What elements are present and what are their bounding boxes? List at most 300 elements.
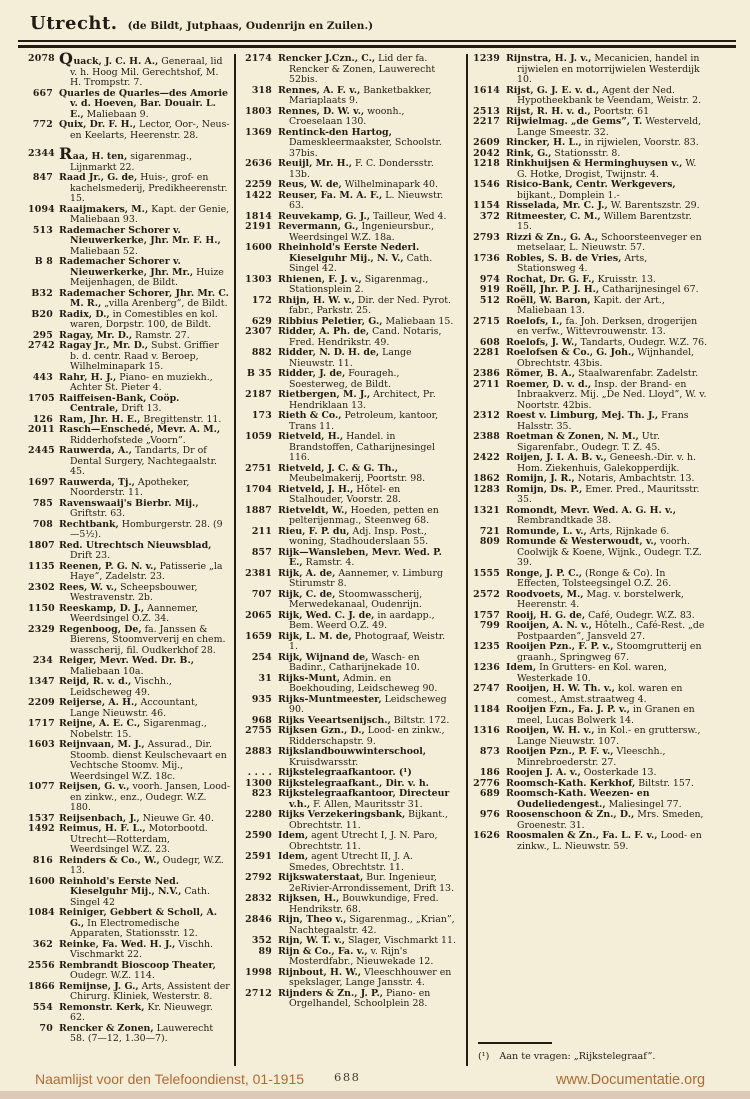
phone-number: 2556 — [28, 959, 55, 971]
phone-number: B32 — [31, 287, 53, 299]
entry-text: Rijnders & Zn., J. P., Piano- en Orgelhandel, Schoolplein 28. — [278, 987, 431, 1009]
phone-number: 1614 — [473, 84, 500, 96]
phone-number: 1236 — [473, 662, 500, 673]
phone-number: 1077 — [28, 781, 55, 792]
phone-number: 2388 — [473, 431, 500, 442]
directory-columns — [28, 49, 728, 1066]
phone-number: 2712 — [245, 987, 272, 999]
directory-entry — [470, 705, 708, 726]
subscriber-name: Rembrandt Bioscoop Theater, — [59, 959, 216, 971]
directory-entry — [470, 296, 708, 317]
phone-number: 1059 — [245, 431, 272, 442]
subscriber-name: Red. Utrechtsch Nieuwsblad, — [59, 539, 212, 551]
subscriber-name: Romondt, Mevr. Wed. A. G. H. v., — [506, 504, 677, 516]
entry-text: Roojen J. A. v., Oosterkade 13. — [506, 767, 657, 778]
entry-text: Rincker, H. L., in rijwielen, Voorstr. 83. — [506, 137, 699, 148]
entry-text: Rijnstra, H. J. v., Mecanicien, handel in rijwielen en motorrijwielen Westerdijk 10. — [506, 53, 700, 85]
section-initial: R — [59, 144, 73, 163]
footnote-text — [478, 1051, 728, 1062]
directory-entry — [28, 656, 230, 677]
subscriber-name: Rauwerda, A., — [59, 445, 132, 456]
phone-number: 935 — [251, 693, 272, 705]
subscriber-name: Rentinck-den Hartog, — [278, 126, 392, 138]
phone-number: 1603 — [28, 739, 55, 750]
entry-text: Rijst, R. H. v. d., Poortstr. 61 — [506, 105, 650, 117]
entry-text: Ravenswaaij's Bierbr. Mij., Griftstr. 63. — [59, 497, 199, 519]
entry-text: Idem, In Grutters- en Kol. waren, Westerkade 10. — [506, 662, 667, 684]
entry-text: Idem, agent Utrecht II, J. A. Smedes, Obrechtstr. 11. — [278, 851, 413, 873]
directory-entry — [470, 180, 708, 201]
subscriber-name: Rooijen Pzn., F. P. v., — [506, 641, 614, 652]
phone-number: 2591 — [245, 851, 272, 862]
subscriber-name: Quack, J. C. H. A., — [59, 49, 159, 68]
footnote-body: Aan te vragen: „Rijkstelegraaf”. — [499, 1051, 656, 1062]
directory-entry — [28, 520, 230, 541]
subscriber-name: Reenen, P. G. N. v., — [59, 560, 157, 572]
phone-number: 513 — [32, 224, 53, 236]
entry-text: Rijk, Wijnand de, Wasch- en Badinr., Catharijnekade 10. — [278, 651, 420, 673]
entry-text: Roodvoets, M., Mag. v. borstelwerk, Heerenstr. 4. — [506, 588, 684, 610]
entry-text: Idem, agent Utrecht I, J. N. Paro, Obrechtstr. 11. — [278, 830, 438, 852]
directory-entry — [28, 226, 230, 258]
phone-number: 2742 — [28, 340, 55, 351]
phone-number: 1422 — [245, 189, 272, 201]
directory-entry — [470, 747, 708, 768]
phone-number: 629 — [251, 315, 272, 327]
directory-entry — [470, 432, 708, 453]
directory-entry — [242, 243, 456, 275]
directory-entry — [28, 394, 230, 415]
phone-number: 2011 — [28, 424, 55, 435]
entry-text: Risselada, Mr. C. J., W. Barentszstr. 29. — [506, 200, 700, 211]
entry-text: Raiffeisen-Bank, Coöp. Centrale, Drift 13. — [59, 392, 180, 414]
entry-text: Rijk, C. de, Stoomwasscherij, Merwedekanaal, Oudenrijn. — [278, 588, 423, 610]
directory-entry — [470, 159, 708, 180]
phone-number: 2312 — [473, 410, 500, 421]
entry-text: Rennes, D. W. v., woonh., Croeselaan 130. — [278, 105, 405, 127]
entry-text: Ram, Jhr. H. E., Bregittenstr. 11. — [59, 413, 222, 425]
entry-text: Rooijen Pzn., P. F. v., Vleeschh., Minrebroederstr. 27. — [506, 746, 666, 768]
directory-entry — [242, 852, 456, 873]
subscriber-name: Rijk, C. de, — [278, 588, 336, 600]
entry-text: Reinke, Fa. Wed. H. J., Vischh. Vischmarkt 22. — [59, 938, 213, 960]
subscriber-name: Reeskamp, D. J., — [59, 602, 145, 614]
subscriber-name: Ragay Jr., Mr. D., — [59, 340, 149, 351]
directory-entry — [242, 296, 456, 317]
phone-number: 2445 — [28, 445, 55, 456]
subscriber-name: Reuijl, Mr. H., — [278, 158, 352, 169]
entry-text: Rooijen Pzn., F. P. v., Stoomgrutterij en graanh., Springweg 67. — [506, 641, 702, 663]
directory-entry — [470, 642, 708, 663]
entry-text: Rijwielmag. „de Gems”, T. Westerveld, Lange Smeestr. 32. — [506, 116, 702, 138]
entry-text: Rijk, L. M. de, Photograaf, Weistr. 1. — [278, 630, 446, 652]
entry-text: Rijst, G. J. E. v. d., Agent der Ned. Hypotheekbank te Veendam, Weistr. 2. — [506, 84, 702, 106]
directory-entry — [28, 604, 230, 625]
entry-text: Rijnbout, H. W., Vleeschhouwer en spekslager, Lange Jansstr. 4. — [278, 966, 452, 988]
entry-text: Rijk—Wansleben, Mevr. Wed. P. E., Ramstr. 4. — [278, 546, 442, 568]
subscriber-name: Rijk, L. M. de, — [278, 630, 352, 642]
subscriber-name: Quarles de Quarles—des Amorie v. d. Hoeven, Bar. Douair. L. E., — [59, 87, 228, 120]
phone-number: 976 — [479, 809, 500, 820]
phone-number: 2174 — [245, 53, 272, 64]
subscriber-name: Rencker J.Czn., C., — [278, 53, 376, 64]
phone-number: 1814 — [245, 210, 272, 222]
subscriber-name: Roijen, J. I. A. B. v., — [506, 452, 607, 463]
subscriber-name: Robles, S. B. de Vries, — [506, 252, 622, 264]
directory-entry — [28, 782, 230, 814]
subscriber-name: Rietveldt, W., — [278, 504, 348, 516]
section-initial: Q — [59, 49, 74, 68]
subscriber-name: Ritmeester, C. M., — [506, 210, 601, 222]
directory-entry — [470, 380, 708, 412]
entry-text: Reimus, H. F. L., Motorbootd. Utrecht—Rotterdam, Weerdsingel W.Z. 23. — [59, 823, 208, 855]
subscriber-name: Reiger, Mevr. Wed. Dr. B., — [59, 655, 195, 666]
subscriber-name: Reijne, A. E. C., — [59, 718, 141, 729]
subscriber-name: Roomsch-Kath. Kerkhof, — [506, 777, 636, 789]
entry-text: Rietveld, J. C. & G. Th., Meubelmakerij, Poortstr. 98. — [278, 462, 426, 484]
subscriber-name: Ribbius Peletier, G., — [278, 315, 383, 327]
phone-number: 1184 — [473, 704, 500, 715]
subscriber-name: Rennes, D. W. v., — [278, 105, 365, 117]
entry-text: Reiniger, Gebbert & Scholl, A. G., In Electromedische Apparaten, Stationsstr. 12. — [59, 907, 218, 939]
phone-number: 2572 — [473, 588, 500, 600]
phone-number: 2883 — [245, 746, 272, 757]
subscriber-name: Rinkhuijsen & Herminghuysen v., — [506, 158, 683, 169]
phone-number: 1546 — [473, 179, 500, 190]
entry-text: Rijks Veeartsenijsch., Biltstr. 172. — [278, 714, 450, 726]
entry-text: Rademacher Schorer v. Nieuwerkerke, Jhr. Mr. F. H., Maliebaan 52. — [59, 224, 221, 257]
subscriber-name: Rietbergen, M. J., — [278, 389, 371, 400]
directory-entry — [470, 506, 708, 527]
entry-text: Remonstr. Kerk, Kr. Nieuwegr. 62. — [59, 1001, 213, 1023]
subscriber-name: Roëll, W. Baron, — [506, 294, 591, 306]
subscriber-name: Rietveld, J. C. & G. Th., — [278, 462, 399, 474]
entry-text: Rijkstelegraafkantoor, Directeur v.h., F. Allen, Mauritsstr 31. — [278, 788, 450, 810]
phone-number: 1300 — [245, 777, 272, 789]
entry-text: Rieth & Co., Petroleum, kantoor, Trans 11. — [278, 410, 439, 432]
phone-number: 1704 — [245, 483, 272, 495]
entry-text: Reuser, Fa. M. A. F., L. Nieuwstr. 63. — [278, 189, 444, 211]
subscriber-name: Rijk—Wansleben, Mevr. Wed. P. E., — [278, 546, 442, 568]
directory-entry — [242, 222, 456, 243]
directory-entry — [28, 982, 230, 1003]
phone-number: 1736 — [473, 252, 500, 264]
directory-entry — [242, 275, 456, 296]
entry-text: Reijd, R. v. d., Vischh., Leidscheweg 49. — [59, 676, 172, 698]
phone-number: 2792 — [245, 872, 272, 883]
footer-source-label: Naamlijst voor den Telefoondienst, 01-1915 — [35, 1071, 305, 1087]
entry-text: Rhienen, F. J. v., Sigarenmag., Stationsplein 2. — [278, 273, 429, 295]
subscriber-name: Remonstr. Kerk, — [59, 1001, 145, 1013]
directory-entry — [28, 173, 230, 205]
phone-number: 816 — [32, 854, 53, 866]
phone-number: 554 — [32, 1001, 53, 1013]
entry-text: Rembrandt Bioscoop Theater, Oudegr. W.Z. 114. — [59, 959, 216, 981]
subscriber-name: Reijerse, A. H., — [59, 697, 138, 708]
entry-text: Risico-Bank, Centr. Werkgevers, bijkant., Domplein 1.- — [506, 179, 676, 201]
entry-text: Rentinck-den Hartog, Dameskleermaakster, Schoolstr. 37bis. — [278, 126, 442, 159]
phone-number: 172 — [251, 294, 272, 306]
directory-entry — [242, 831, 456, 852]
phone-number: 1555 — [473, 567, 500, 579]
subscriber-name: Rooijen, W. H. v., — [506, 725, 595, 736]
entry-text: Rink, G., Stationsstr. 8. — [506, 147, 621, 159]
entry-text: Rijks-Munt, Admin. en Boekhouding, Leidscheweg 90. — [278, 672, 438, 694]
subscriber-name: Rahr, H. J., — [59, 371, 117, 383]
directory-entry — [470, 485, 708, 506]
entry-text: Rijksen Gzn., D., Lood- en zinkw., Ridderschapstr. 9. — [278, 725, 445, 747]
entry-text: Rinkhuijsen & Herminghuysen v., W. G. Hotke, Drogist, Twijnstr. 4. — [506, 158, 697, 180]
phone-number: 318 — [251, 84, 272, 96]
subscriber-name: Rheinhold's Eerste Nederl. Kieselguhr Mij., N. V., — [278, 242, 420, 264]
directory-entry — [470, 569, 708, 590]
phone-number: 1887 — [245, 504, 272, 516]
directory-entry — [28, 541, 230, 562]
subscriber-name: Rieu, F. P. du, — [278, 525, 350, 537]
entry-text: Ribbius Peletier, G., Maliebaan 15. — [278, 315, 454, 327]
entry-text: Reinhold's Eerste Ned. Kieselguhr Mij., N.V., Cath. Singel 42 — [59, 875, 210, 908]
phone-number: 186 — [479, 767, 500, 778]
directory-entry — [242, 947, 456, 968]
subscriber-name: Rooij, H. G. de, — [506, 609, 586, 621]
directory-entry — [28, 446, 230, 478]
entry-text: Rencker & Zonen, Lauwerecht 58. (7—12, 1.30—7). — [59, 1022, 214, 1044]
phone-number: 1659 — [245, 630, 272, 642]
phone-number: 89 — [258, 945, 272, 957]
directory-entry — [28, 877, 230, 909]
entry-text: Rademacher Schorer, Jhr. Mr. C. M. R., „villa Arenberg”, de Bildt. — [59, 287, 229, 309]
phone-number: 1626 — [473, 830, 500, 841]
phone-number: 2776 — [473, 777, 500, 789]
entry-text: Ridder, J. de, Fourageh., Soesterweg, de Bildt. — [278, 368, 400, 390]
directory-entry — [470, 348, 708, 369]
subscriber-name: Rietveld, J. H., — [278, 483, 354, 495]
subscriber-name: Roojen J. A. v., — [506, 767, 581, 778]
subscriber-name: Rijn, Theo v., — [278, 914, 347, 925]
phone-number: 919 — [479, 284, 500, 295]
directory-entry — [470, 254, 708, 275]
phone-number: 1866 — [28, 980, 55, 992]
subscriber-name: Rijks Veeartsenijsch., — [278, 714, 391, 726]
entry-text: Roomsch-Kath. Kerkhof, Biltstr. 157. — [506, 777, 694, 789]
phone-number: 873 — [479, 746, 500, 757]
directory-entry — [28, 373, 230, 394]
entry-text: Rietveld, H., Handel. in Brandstoffen, Catharijnesingel 116. — [278, 431, 435, 463]
subscriber-name: Reijsen, G. v., — [59, 781, 130, 792]
phone-number: 1084 — [28, 907, 55, 918]
entry-text: Reuvekamp, G. J., Tailleur, Wed 4. — [278, 210, 447, 222]
phone-number: 1600 — [28, 875, 55, 887]
entry-text: Ridder, A. Ph. de, Cand. Notaris, Fred. Hendrikstr. 49. — [278, 326, 442, 348]
phone-number: 2302 — [28, 581, 55, 593]
phone-number: 1998 — [245, 966, 272, 978]
directory-entry — [28, 144, 230, 173]
footer-watermark: www.Documentatie.org — [556, 1072, 706, 1088]
phone-number: 2755 — [245, 725, 272, 736]
subscriber-name: Idem, — [278, 830, 309, 841]
entry-text: Rijks-Muntmeester, Leidscheweg 90. — [278, 693, 447, 715]
directory-entry — [28, 625, 230, 657]
directory-entry — [242, 894, 456, 915]
entry-text: Romunde & Westerwoudt, v., voorh. Coolwijk & Koene, Wijnk., Oudegr. T.Z. 39. — [506, 536, 702, 568]
subscriber-name: Rieth & Co., — [278, 410, 342, 421]
entry-text: Rhijn, H. W. v., Dir. der Ned. Pyrot. fabr., Parkstr. 25. — [278, 294, 452, 316]
subscriber-name: Roosenschoon & Zn., D., — [506, 809, 635, 820]
entry-text: Rasch—Enschedé, Mevr. A. M., Ridderhofstede „Voorn”. — [59, 424, 221, 446]
directory-entry — [242, 747, 456, 768]
entry-text: Ragay, Mr. D., Ramstr. 27. — [59, 329, 190, 341]
directory-entry — [242, 695, 456, 716]
entry-text: Rizzi & Zn., G. A., Schoorsteenveger en metselaar, L. Nieuwstr. 57. — [506, 231, 702, 253]
entry-text: Ragay Jr., Mr. D., Subst. Griffier b. d. centr. Raad v. Beroep, Wilhelminapark 15. — [59, 340, 219, 372]
subscriber-name: Rijkstelegraafkantoor, Directeur v.h., — [278, 788, 450, 810]
entry-text: Reiger, Mevr. Wed. Dr. B., Maliebaan 10a. — [59, 655, 195, 677]
directory-entry — [470, 684, 708, 705]
subscriber-name: Rooijen, A. N. v., — [506, 620, 592, 631]
directory-entry — [242, 873, 456, 894]
phone-number: 1803 — [245, 105, 272, 117]
directory-entry — [242, 653, 456, 674]
directory-entry — [242, 527, 456, 548]
phone-number: 2422 — [473, 452, 500, 463]
phone-number: 2042 — [473, 147, 500, 159]
phone-number: 1492 — [28, 823, 55, 834]
directory-entry — [242, 915, 456, 936]
phone-number: 689 — [479, 788, 500, 799]
phone-number: 1347 — [28, 676, 55, 687]
entry-text: Roest v. Limburg, Mej. Th. J., Frans Halsstr. 35. — [506, 410, 689, 432]
subscriber-name: Reinke, Fa. Wed. H. J., — [59, 938, 176, 950]
phone-number: 2609 — [473, 137, 500, 148]
subscriber-name: Quix, Dr. F. H., — [59, 119, 137, 130]
phone-number: . . . . — [247, 767, 272, 778]
directory-entry — [28, 425, 230, 446]
subscriber-name: Rijks-Munt, — [278, 672, 341, 684]
entry-text: Raad Jr., G. de, Huis-, grof- en kachelsmederij, Predikheerenstr. 15. — [59, 172, 228, 204]
entry-text: Rechtbank, Homburgerstr. 28. (9—5½). — [59, 518, 223, 540]
phone-number: B20 — [31, 308, 53, 320]
entry-text: Roomsch-Kath. Weezen- en Oudeliedengest., Maliesingel 77. — [506, 788, 682, 810]
entry-text: Reijne, A. E. C., Sigarenmag., Nobelstr. 15. — [59, 718, 207, 740]
subscriber-name: Rauwerda, Tj., — [59, 476, 135, 488]
phone-number: 31 — [258, 672, 272, 684]
subscriber-name: Idem, — [506, 662, 537, 673]
directory-entry — [242, 810, 456, 831]
phone-number: 857 — [251, 546, 272, 558]
phone-number: 1135 — [28, 560, 55, 572]
phone-number: 1369 — [245, 126, 272, 138]
subscriber-name: Risselada, Mr. C. J., — [506, 200, 608, 211]
entry-text: Rijk, Wed. C. J. de, in aardapp., Bem. Weerd O.Z. 49. — [278, 609, 435, 631]
subscriber-name: Rijk, Wijnand de, — [278, 651, 369, 663]
phone-number: 799 — [479, 620, 500, 631]
entry-text: Red. Utrechtsch Nieuwsblad, Drift 23. — [59, 539, 212, 561]
subscriber-name: Reuvekamp, G. J., — [278, 210, 370, 222]
phone-number: 608 — [479, 336, 500, 348]
subscriber-name: Roosmalen & Zn., Fa. L. F. v., — [506, 830, 658, 841]
directory-entry — [28, 499, 230, 520]
directory-entry — [470, 86, 708, 107]
subscriber-name: Romijn, Ds. P., — [506, 483, 583, 495]
phone-number: 1862 — [473, 473, 500, 484]
entry-text: Rooijen, W. H. v., in Kol.- en gruttersw., Lange Nieuwstr. 107. — [506, 725, 701, 747]
subscriber-name: Reijd, R. v. d., — [59, 676, 132, 687]
phone-number: 1154 — [473, 200, 500, 211]
phone-number: 1094 — [28, 203, 55, 215]
directory-entry — [28, 677, 230, 698]
entry-text: Rees, W. v., Scheepsbouwer, Westravenstr. 2b. — [59, 581, 198, 603]
directory-entry — [470, 789, 708, 810]
directory-entry — [242, 968, 456, 989]
entry-text: Romunde, L. v., Arts, Rijnkade 6. — [506, 525, 670, 537]
subscriber-name: Rijksen, H., — [278, 893, 340, 904]
entry-text: Ronge, J. P. C., (Ronge & Co). In Effecten, Tolsteegsingel O.Z. 26. — [506, 567, 672, 589]
subscriber-name: Romunde, L. v., — [506, 525, 587, 537]
directory-entry — [470, 831, 708, 852]
entry-text: Roëll, Jhr. P. J. H., Catharijnesingel 67. — [506, 284, 699, 295]
phone-number: 70 — [39, 1022, 53, 1034]
phone-number: 1537 — [28, 812, 55, 824]
directory-entry — [242, 611, 456, 632]
phone-number: 1235 — [473, 641, 500, 652]
phone-number: 362 — [32, 938, 53, 950]
entry-text: Reijnvaan, M. J., Assurad., Dir. Stoomb. dienst Keulschevaart en Vechtsche Stoomv. Mij., Weerdsingel W.Z. 18c. — [59, 739, 227, 782]
entry-text: Reus, W. de, Wilhelminapark 40. — [278, 179, 438, 190]
entry-text: Quarles de Quarles—des Amorie v. d. Hoeven, Bar. Douair. L. E., Maliebaan 9. — [59, 87, 228, 120]
column-middle — [242, 54, 456, 1010]
subscriber-name: Rasch—Enschedé, Mevr. A. M., — [59, 424, 221, 435]
subscriber-name: Rink, G., — [506, 147, 552, 159]
directory-entry — [242, 632, 456, 653]
directory-entry — [242, 86, 456, 107]
phone-number: 772 — [32, 119, 53, 130]
directory-entry — [28, 961, 230, 982]
entry-text: Remijnse, J. G., Arts, Assistent der Chirurg. Kliniek, Westerstr. 8. — [59, 980, 230, 1002]
subscriber-name: Ridder, N. D. H. de, — [278, 347, 380, 358]
subscriber-name: Reiniger, Gebbert & Scholl, A. G., — [59, 907, 218, 929]
phone-number: 2191 — [245, 221, 272, 232]
entry-text: Romijn, Ds. P., Emer. Pred., Mauritsstr. 35. — [506, 483, 700, 505]
directory-entry — [470, 537, 708, 569]
phone-number: 2217 — [473, 116, 500, 127]
entry-text: Roelofs, J. W., Tandarts, Oudegr. W.Z. 76. — [506, 336, 708, 348]
column-right — [470, 54, 708, 852]
entry-text: Rahr, H. J., Piano- en muziekh., Achter St. Pieter 4. — [59, 371, 213, 393]
footnote-mark: (¹) — [478, 1051, 490, 1062]
directory-entry — [28, 289, 230, 310]
subscriber-name: Rijk, A. de, — [278, 567, 336, 579]
phone-number: 295 — [32, 329, 53, 341]
directory-entry — [242, 348, 456, 369]
phone-number: 707 — [251, 588, 272, 600]
phone-number: 2590 — [245, 830, 272, 841]
subscriber-name: Rechtbank, — [59, 518, 119, 530]
phone-number: 443 — [32, 371, 53, 383]
entry-text: Rauwerda, Tj., Apotheker, Noorderstr. 11. — [59, 476, 190, 498]
phone-number: 2386 — [473, 368, 500, 379]
directory-entry — [470, 726, 708, 747]
page-number: 688 — [334, 1070, 361, 1084]
entry-text: Rijks Verzekeringsbank, Bijkant., Obrechtstr. 11. — [278, 809, 449, 831]
directory-entry — [470, 453, 708, 474]
entry-text: Roijen, J. I. A. B. v., Geneesh.-Dir. v. h. Hom. Ziekenhuis, Galekopperdijk. — [506, 452, 696, 474]
entry-text: Rietveldt, W., Hoeden, petten en pelterijenmag., Steenweg 68. — [278, 504, 439, 526]
phone-number: 847 — [32, 172, 53, 183]
directory-entry — [470, 317, 708, 338]
entry-text: Roetman & Zonen, N. M., Utr. Sigarenfabr., Oudegr. T. Z. 45. — [506, 431, 661, 453]
entry-text: Roëll, W. Baron, Kapit. der Art., Maliebaan 13. — [506, 294, 665, 316]
directory-entry — [242, 548, 456, 569]
